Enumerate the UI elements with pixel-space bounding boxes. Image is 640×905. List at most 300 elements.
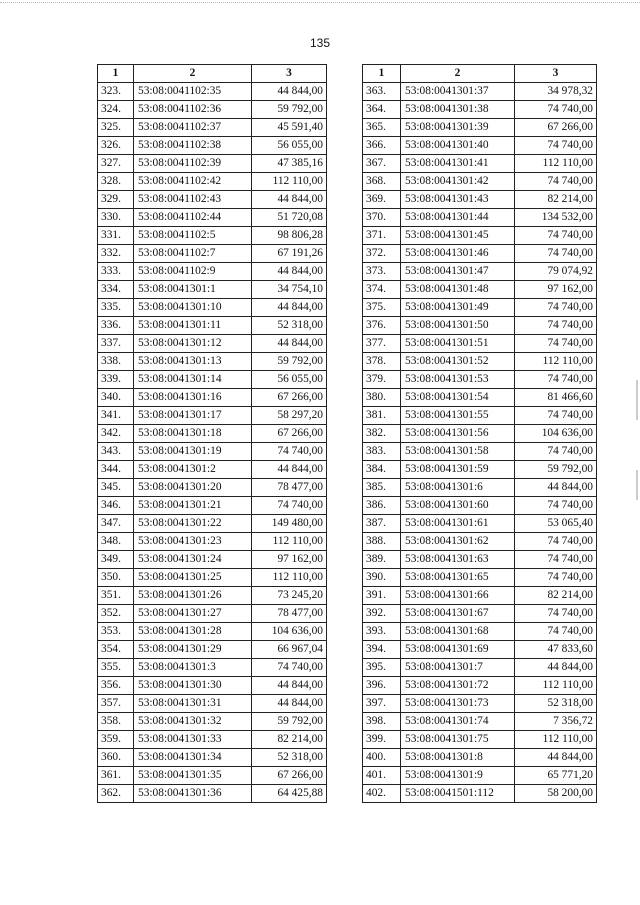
cadastral-number-cell: 53:08:0041301:30 <box>134 677 252 695</box>
value-cell: 74 740,00 <box>515 335 597 353</box>
cadastral-number-cell: 53:08:0041102:38 <box>134 137 252 155</box>
table-left <box>97 64 327 803</box>
value-cell: 59 792,00 <box>252 353 327 371</box>
column-header-2: 2 <box>401 65 515 83</box>
value-cell: 112 110,00 <box>515 155 597 173</box>
row-number-cell: 362. <box>98 785 134 803</box>
table-row <box>363 479 597 497</box>
value-cell: 81 466,60 <box>515 389 597 407</box>
cadastral-number-cell: 53:08:0041301:12 <box>134 335 252 353</box>
row-number-cell: 331. <box>98 227 134 245</box>
cadastral-number-cell: 53:08:0041301:7 <box>401 659 515 677</box>
row-number-cell: 395. <box>363 659 401 677</box>
table-row <box>98 173 327 191</box>
row-number-cell: 323. <box>98 83 134 101</box>
table-row <box>363 785 597 803</box>
value-cell: 74 740,00 <box>515 533 597 551</box>
row-number-cell: 371. <box>363 227 401 245</box>
row-number-cell: 358. <box>98 713 134 731</box>
cadastral-number-cell: 53:08:0041301:39 <box>401 119 515 137</box>
value-cell: 134 532,00 <box>515 209 597 227</box>
table-row <box>98 335 327 353</box>
row-number-cell: 353. <box>98 623 134 641</box>
column-header-1: 1 <box>98 65 134 83</box>
cadastral-number-cell: 53:08:0041301:67 <box>401 605 515 623</box>
row-number-cell: 349. <box>98 551 134 569</box>
value-cell: 67 191,26 <box>252 245 327 263</box>
row-number-cell: 370. <box>363 209 401 227</box>
table-row <box>363 731 597 749</box>
cadastral-number-cell: 53:08:0041102:35 <box>134 83 252 101</box>
cadastral-number-cell: 53:08:0041301:20 <box>134 479 252 497</box>
table-row <box>98 587 327 605</box>
row-number-cell: 382. <box>363 425 401 443</box>
row-number-cell: 388. <box>363 533 401 551</box>
cadastral-number-cell: 53:08:0041301:1 <box>134 281 252 299</box>
cadastral-number-cell: 53:08:0041301:58 <box>401 443 515 461</box>
cadastral-number-cell: 53:08:0041301:49 <box>401 299 515 317</box>
row-number-cell: 373. <box>363 263 401 281</box>
value-cell: 44 844,00 <box>515 479 597 497</box>
row-number-cell: 389. <box>363 551 401 569</box>
value-cell: 53 065,40 <box>515 515 597 533</box>
table-row <box>98 695 327 713</box>
cadastral-number-cell: 53:08:0041301:46 <box>401 245 515 263</box>
cadastral-number-cell: 53:08:0041301:13 <box>134 353 252 371</box>
value-cell: 74 740,00 <box>515 407 597 425</box>
row-number-cell: 386. <box>363 497 401 515</box>
table-row <box>363 659 597 677</box>
cadastral-number-cell: 53:08:0041301:48 <box>401 281 515 299</box>
row-number-cell: 348. <box>98 533 134 551</box>
value-cell: 74 740,00 <box>515 605 597 623</box>
row-number-cell: 379. <box>363 371 401 389</box>
table-row <box>363 299 597 317</box>
row-number-cell: 378. <box>363 353 401 371</box>
cadastral-number-cell: 53:08:0041301:6 <box>401 479 515 497</box>
table-row <box>363 227 597 245</box>
table-row <box>98 101 327 119</box>
table-row <box>363 695 597 713</box>
row-number-cell: 400. <box>363 749 401 767</box>
cadastral-number-cell: 53:08:0041301:59 <box>401 461 515 479</box>
cadastral-number-cell: 53:08:0041301:72 <box>401 677 515 695</box>
row-number-cell: 357. <box>98 695 134 713</box>
value-cell: 34 978,32 <box>515 83 597 101</box>
value-cell: 56 055,00 <box>252 371 327 389</box>
row-number-cell: 354. <box>98 641 134 659</box>
value-cell: 67 266,00 <box>252 425 327 443</box>
cadastral-number-cell: 53:08:0041301:37 <box>401 83 515 101</box>
cadastral-number-cell: 53:08:0041301:73 <box>401 695 515 713</box>
value-cell: 112 110,00 <box>515 353 597 371</box>
value-cell: 45 591,40 <box>252 119 327 137</box>
column-header-3: 3 <box>515 65 597 83</box>
cadastral-number-cell: 53:08:0041102:36 <box>134 101 252 119</box>
cadastral-number-cell: 53:08:0041102:39 <box>134 155 252 173</box>
table-row <box>98 479 327 497</box>
value-cell: 44 844,00 <box>252 263 327 281</box>
value-cell: 78 477,00 <box>252 479 327 497</box>
cadastral-number-cell: 53:08:0041301:24 <box>134 551 252 569</box>
cadastral-number-cell: 53:08:0041301:22 <box>134 515 252 533</box>
table-right <box>362 64 597 803</box>
table-row <box>363 749 597 767</box>
cadastral-number-cell: 53:08:0041301:36 <box>134 785 252 803</box>
table-row <box>363 623 597 641</box>
cadastral-number-cell: 53:08:0041301:65 <box>401 569 515 587</box>
value-cell: 44 844,00 <box>252 83 327 101</box>
row-number-cell: 329. <box>98 191 134 209</box>
cadastral-number-cell: 53:08:0041301:28 <box>134 623 252 641</box>
cadastral-number-cell: 53:08:0041301:19 <box>134 443 252 461</box>
row-number-cell: 352. <box>98 605 134 623</box>
cadastral-number-cell: 53:08:0041102:42 <box>134 173 252 191</box>
value-cell: 59 792,00 <box>515 461 597 479</box>
row-number-cell: 355. <box>98 659 134 677</box>
table-row <box>98 191 327 209</box>
cadastral-number-cell: 53:08:0041301:66 <box>401 587 515 605</box>
row-number-cell: 356. <box>98 677 134 695</box>
cadastral-number-cell: 53:08:0041301:18 <box>134 425 252 443</box>
table-row <box>363 425 597 443</box>
cadastral-number-cell: 53:08:0041301:31 <box>134 695 252 713</box>
value-cell: 149 480,00 <box>252 515 327 533</box>
row-number-cell: 361. <box>98 767 134 785</box>
cadastral-number-cell: 53:08:0041301:68 <box>401 623 515 641</box>
table-row <box>98 425 327 443</box>
cadastral-number-cell: 53:08:0041301:69 <box>401 641 515 659</box>
cadastral-number-cell: 53:08:0041301:27 <box>134 605 252 623</box>
table-row <box>363 641 597 659</box>
value-cell: 112 110,00 <box>515 677 597 695</box>
row-number-cell: 380. <box>363 389 401 407</box>
cadastral-number-cell: 53:08:0041301:52 <box>401 353 515 371</box>
row-number-cell: 344. <box>98 461 134 479</box>
value-cell: 74 740,00 <box>252 659 327 677</box>
cadastral-number-cell: 53:08:0041102:5 <box>134 227 252 245</box>
value-cell: 74 740,00 <box>515 101 597 119</box>
row-number-cell: 363. <box>363 83 401 101</box>
cadastral-number-cell: 53:08:0041301:42 <box>401 173 515 191</box>
row-number-cell: 372. <box>363 245 401 263</box>
table-row <box>98 227 327 245</box>
value-cell: 112 110,00 <box>252 533 327 551</box>
cadastral-number-cell: 53:08:0041301:25 <box>134 569 252 587</box>
value-cell: 51 720,08 <box>252 209 327 227</box>
cadastral-number-cell: 53:08:0041301:44 <box>401 209 515 227</box>
table-row <box>98 209 327 227</box>
table-row <box>98 119 327 137</box>
row-number-cell: 325. <box>98 119 134 137</box>
scan-margin-mark <box>636 380 638 420</box>
table-row <box>98 155 327 173</box>
row-number-cell: 332. <box>98 245 134 263</box>
table-row <box>363 677 597 695</box>
cadastral-number-cell: 53:08:0041301:10 <box>134 299 252 317</box>
page-number: 135 <box>309 36 331 50</box>
table-row <box>98 407 327 425</box>
row-number-cell: 375. <box>363 299 401 317</box>
row-number-cell: 327. <box>98 155 134 173</box>
row-number-cell: 384. <box>363 461 401 479</box>
table-row <box>363 461 597 479</box>
table-row <box>98 533 327 551</box>
table-header-row <box>363 65 597 83</box>
row-number-cell: 387. <box>363 515 401 533</box>
table-row <box>98 245 327 263</box>
table-row <box>98 371 327 389</box>
row-number-cell: 324. <box>98 101 134 119</box>
table-row <box>363 263 597 281</box>
row-number-cell: 377. <box>363 335 401 353</box>
table-row <box>363 515 597 533</box>
cadastral-number-cell: 53:08:0041301:21 <box>134 497 252 515</box>
value-cell: 44 844,00 <box>252 191 327 209</box>
cadastral-number-cell: 53:08:0041301:29 <box>134 641 252 659</box>
cadastral-number-cell: 53:08:0041301:14 <box>134 371 252 389</box>
table-row <box>363 407 597 425</box>
row-number-cell: 390. <box>363 569 401 587</box>
row-number-cell: 337. <box>98 335 134 353</box>
cadastral-number-cell: 53:08:0041301:74 <box>401 713 515 731</box>
value-cell: 44 844,00 <box>515 659 597 677</box>
row-number-cell: 399. <box>363 731 401 749</box>
value-cell: 47 833,60 <box>515 641 597 659</box>
row-number-cell: 397. <box>363 695 401 713</box>
table-row <box>98 497 327 515</box>
row-number-cell: 328. <box>98 173 134 191</box>
value-cell: 82 214,00 <box>515 191 597 209</box>
column-header-3: 3 <box>252 65 327 83</box>
row-number-cell: 360. <box>98 749 134 767</box>
row-number-cell: 347. <box>98 515 134 533</box>
value-cell: 74 740,00 <box>515 137 597 155</box>
table-row <box>363 353 597 371</box>
cadastral-number-cell: 53:08:0041301:26 <box>134 587 252 605</box>
row-number-cell: 334. <box>98 281 134 299</box>
table-row <box>98 83 327 101</box>
value-cell: 74 740,00 <box>515 227 597 245</box>
row-number-cell: 350. <box>98 569 134 587</box>
table-row <box>363 533 597 551</box>
table-row <box>98 605 327 623</box>
row-number-cell: 345. <box>98 479 134 497</box>
value-cell: 34 754,10 <box>252 281 327 299</box>
scan-top-edge <box>0 2 640 3</box>
value-cell: 58 297,20 <box>252 407 327 425</box>
cadastral-number-cell: 53:08:0041301:11 <box>134 317 252 335</box>
table-row <box>363 119 597 137</box>
table-row <box>363 371 597 389</box>
row-number-cell: 335. <box>98 299 134 317</box>
cadastral-number-cell: 53:08:0041501:112 <box>401 785 515 803</box>
value-cell: 47 385,16 <box>252 155 327 173</box>
row-number-cell: 341. <box>98 407 134 425</box>
value-cell: 58 200,00 <box>515 785 597 803</box>
table-row <box>363 569 597 587</box>
table-row <box>363 137 597 155</box>
column-header-2: 2 <box>134 65 252 83</box>
row-number-cell: 343. <box>98 443 134 461</box>
value-cell: 74 740,00 <box>515 299 597 317</box>
row-number-cell: 385. <box>363 479 401 497</box>
row-number-cell: 398. <box>363 713 401 731</box>
table-row <box>98 659 327 677</box>
table-row <box>363 281 597 299</box>
row-number-cell: 365. <box>363 119 401 137</box>
row-number-cell: 401. <box>363 767 401 785</box>
row-number-cell: 364. <box>363 101 401 119</box>
row-number-cell: 367. <box>363 155 401 173</box>
table-row <box>98 731 327 749</box>
value-cell: 65 771,20 <box>515 767 597 785</box>
value-cell: 112 110,00 <box>515 731 597 749</box>
table-row <box>363 713 597 731</box>
value-cell: 104 636,00 <box>515 425 597 443</box>
column-header-1: 1 <box>363 65 401 83</box>
row-number-cell: 359. <box>98 731 134 749</box>
value-cell: 56 055,00 <box>252 137 327 155</box>
value-cell: 74 740,00 <box>515 371 597 389</box>
value-cell: 44 844,00 <box>252 677 327 695</box>
row-number-cell: 342. <box>98 425 134 443</box>
table-row <box>98 137 327 155</box>
table-row <box>363 173 597 191</box>
cadastral-number-cell: 53:08:0041301:3 <box>134 659 252 677</box>
row-number-cell: 383. <box>363 443 401 461</box>
value-cell: 67 266,00 <box>252 389 327 407</box>
table-row <box>98 623 327 641</box>
cadastral-number-cell: 53:08:0041301:38 <box>401 101 515 119</box>
table-row <box>363 587 597 605</box>
table-row <box>98 389 327 407</box>
row-number-cell: 336. <box>98 317 134 335</box>
value-cell: 67 266,00 <box>515 119 597 137</box>
table-row <box>363 155 597 173</box>
row-number-cell: 393. <box>363 623 401 641</box>
row-number-cell: 394. <box>363 641 401 659</box>
value-cell: 74 740,00 <box>515 551 597 569</box>
cadastral-number-cell: 53:08:0041301:60 <box>401 497 515 515</box>
cadastral-number-cell: 53:08:0041301:50 <box>401 317 515 335</box>
table-row <box>98 551 327 569</box>
cadastral-number-cell: 53:08:0041102:7 <box>134 245 252 263</box>
value-cell: 74 740,00 <box>515 173 597 191</box>
table-row <box>98 713 327 731</box>
table-row <box>363 497 597 515</box>
value-cell: 44 844,00 <box>252 461 327 479</box>
row-number-cell: 339. <box>98 371 134 389</box>
value-cell: 52 318,00 <box>515 695 597 713</box>
value-cell: 52 318,00 <box>252 317 327 335</box>
cadastral-number-cell: 53:08:0041301:9 <box>401 767 515 785</box>
row-number-cell: 396. <box>363 677 401 695</box>
table-row <box>363 209 597 227</box>
value-cell: 78 477,00 <box>252 605 327 623</box>
table-row <box>363 443 597 461</box>
value-cell: 44 844,00 <box>252 695 327 713</box>
value-cell: 73 245,20 <box>252 587 327 605</box>
table-row <box>363 245 597 263</box>
row-number-cell: 366. <box>363 137 401 155</box>
row-number-cell: 376. <box>363 317 401 335</box>
value-cell: 52 318,00 <box>252 749 327 767</box>
table-row <box>98 515 327 533</box>
row-number-cell: 381. <box>363 407 401 425</box>
value-cell: 44 844,00 <box>252 299 327 317</box>
value-cell: 82 214,00 <box>252 731 327 749</box>
row-number-cell: 326. <box>98 137 134 155</box>
value-cell: 74 740,00 <box>252 443 327 461</box>
value-cell: 82 214,00 <box>515 587 597 605</box>
value-cell: 66 967,04 <box>252 641 327 659</box>
table-row <box>98 443 327 461</box>
value-cell: 59 792,00 <box>252 713 327 731</box>
value-cell: 67 266,00 <box>252 767 327 785</box>
table-row <box>363 83 597 101</box>
value-cell: 104 636,00 <box>252 623 327 641</box>
table-row <box>98 677 327 695</box>
value-cell: 79 074,92 <box>515 263 597 281</box>
row-number-cell: 333. <box>98 263 134 281</box>
row-number-cell: 340. <box>98 389 134 407</box>
row-number-cell: 369. <box>363 191 401 209</box>
value-cell: 98 806,28 <box>252 227 327 245</box>
cadastral-number-cell: 53:08:0041301:51 <box>401 335 515 353</box>
value-cell: 74 740,00 <box>515 317 597 335</box>
cadastral-number-cell: 53:08:0041102:43 <box>134 191 252 209</box>
value-cell: 44 844,00 <box>515 749 597 767</box>
cadastral-number-cell: 53:08:0041301:16 <box>134 389 252 407</box>
cadastral-number-cell: 53:08:0041301:34 <box>134 749 252 767</box>
cadastral-number-cell: 53:08:0041301:41 <box>401 155 515 173</box>
value-cell: 112 110,00 <box>252 569 327 587</box>
table-row <box>98 299 327 317</box>
table-row <box>363 767 597 785</box>
row-number-cell: 338. <box>98 353 134 371</box>
table-row <box>98 461 327 479</box>
cadastral-number-cell: 53:08:0041301:47 <box>401 263 515 281</box>
table-row <box>363 191 597 209</box>
value-cell: 97 162,00 <box>515 281 597 299</box>
table-row <box>363 317 597 335</box>
table-row <box>363 551 597 569</box>
cadastral-number-cell: 53:08:0041301:61 <box>401 515 515 533</box>
cadastral-number-cell: 53:08:0041301:55 <box>401 407 515 425</box>
scan-margin-mark <box>636 470 638 500</box>
cadastral-number-cell: 53:08:0041301:35 <box>134 767 252 785</box>
cadastral-number-cell: 53:08:0041301:17 <box>134 407 252 425</box>
table-row <box>98 749 327 767</box>
row-number-cell: 374. <box>363 281 401 299</box>
value-cell: 74 740,00 <box>515 443 597 461</box>
value-cell: 112 110,00 <box>252 173 327 191</box>
row-number-cell: 402. <box>363 785 401 803</box>
table-row <box>363 389 597 407</box>
table-row <box>98 641 327 659</box>
table-row <box>363 605 597 623</box>
cadastral-number-cell: 53:08:0041301:75 <box>401 731 515 749</box>
cadastral-number-cell: 53:08:0041102:44 <box>134 209 252 227</box>
row-number-cell: 351. <box>98 587 134 605</box>
table-row <box>98 281 327 299</box>
value-cell: 74 740,00 <box>252 497 327 515</box>
row-number-cell: 392. <box>363 605 401 623</box>
cadastral-number-cell: 53:08:0041301:40 <box>401 137 515 155</box>
cadastral-number-cell: 53:08:0041102:37 <box>134 119 252 137</box>
value-cell: 59 792,00 <box>252 101 327 119</box>
